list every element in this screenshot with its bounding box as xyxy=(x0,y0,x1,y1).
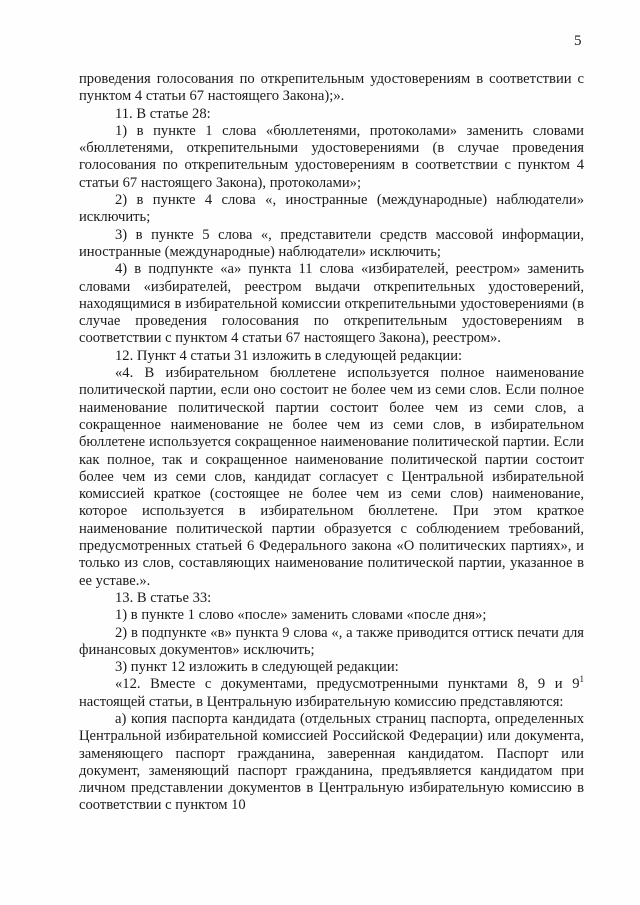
paragraph: 4) в подпункте «а» пункта 11 слова «избирателей, реестром» заменить словами «избирателей, реестром выдачи открепительных удостоверений, находящимися в избирательной комиссии открепительными удостоверениями (в случае проведения голосования по открепительным удостоверениям в соответствии с пунктом 4 статьи 67 настоящего Закона), реестром». xyxy=(79,261,584,347)
paragraph: «4. В избирательном бюллетене используется полное наименование политической партии, если оно состоит не более чем из семи слов. Если полное наименование политической партии состоит более чем из семи слов, а сокращенное наименование не более чем из семи слов, в избирательном бюллетене используется сокращенное наименование политической партии. Если как полное, так и сокращенное наименование политической партии состоит более чем из семи слов, кандидат согласует с Центральной избирательной комиссией краткое (состоящее не более чем из семи слов) наименование, которое используется в избирательном бюллетене. При этом краткое наименование политической партии образуется с соблюдением требований, предусмотренных статьей 6 Федерального закона «О политических партиях», и только из слов, составляющих наименование политической партии, указанное в ее уставе.». xyxy=(79,365,584,589)
paragraph: 1) в пункте 1 слова «бюллетенями, протоколами» заменить словами «бюллетенями, открепительными удостоверениями (в случае проведения голосования по открепительным удостоверениям в соответствии с пунктом 4 статьи 67 настоящего Закона), протоколами»; xyxy=(79,122,584,191)
document-body xyxy=(79,71,584,815)
paragraph: 12. Пункт 4 статьи 31 изложить в следующей редакции: xyxy=(115,347,463,364)
paragraph: 3) пункт 12 изложить в следующей редакции: xyxy=(115,659,399,676)
paragraph: 1) в пункте 1 слово «после» заменить словами «после дня»; xyxy=(115,607,487,624)
paragraph: 3) в пункте 5 слова «, представители средств массовой информации, иностранные (международные) наблюдатели» исключить; xyxy=(79,226,584,260)
paragraph-12 xyxy=(79,676,584,711)
paragraph: 13. В статье 33: xyxy=(115,589,212,606)
paragraph-12-text: «12. Вместе с документами, предусмотренными пунктами 8, 9 и 9 xyxy=(115,676,580,693)
paragraph-12-text-cont: настоящей статьи, в Центральную избирательную комиссию представляются: xyxy=(79,693,564,710)
paragraph: проведения голосования по открепительным удостоверениям в соответствии с пунктом 4 статьи 67 настоящего Закона);». xyxy=(79,71,584,105)
paragraph: 2) в подпункте «в» пункта 9 слова «, а также приводится оттиск печати для финансовых документов» исключить; xyxy=(79,624,584,658)
paragraph-a: а) копия паспорта кандидата (отдельных страниц паспорта, определенных Центральной избирательной комиссией Российской Федерации) или документа, заменяющего паспорт гражданина, заверенная кандидатом. Паспорт или документ, заменяющий паспорт гражданина, предъявляется кандидатом при личном представлении документов в Центральную избирательную комиссию в соответствии с пунктом 10 xyxy=(79,710,584,814)
paragraph: 11. В статье 28: xyxy=(115,105,211,122)
superscript: 1 xyxy=(579,674,584,685)
paragraph: 2) в пункте 4 слова «, иностранные (международные) наблюдатели» исключить; xyxy=(79,192,584,226)
page-number: 5 xyxy=(574,33,582,49)
